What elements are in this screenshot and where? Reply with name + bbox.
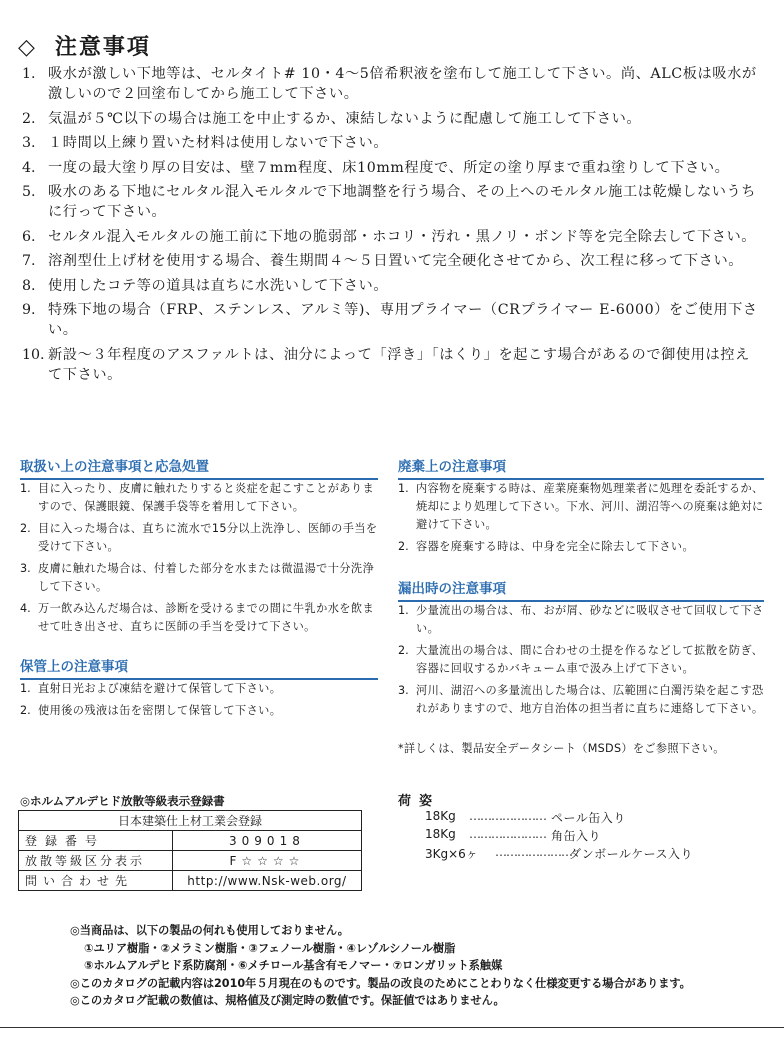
item-text: 少量流出の場合は、布、おが屑、砂などに吸収させて回収して下さい。 xyxy=(416,604,764,635)
table-row xyxy=(19,871,362,891)
leakage-section-title: 漏出時の注意事項 xyxy=(398,577,764,602)
table-row xyxy=(19,851,362,871)
item-number: 3. xyxy=(22,135,36,152)
list-item xyxy=(20,480,378,516)
item-number: 2. xyxy=(20,522,31,535)
handling-section-title: 取扱い上の注意事項と応急処置 xyxy=(20,455,378,480)
disposal-section-title: 廃棄上の注意事項 xyxy=(398,455,764,480)
registration-label: 放散等級区分表示 xyxy=(19,851,173,871)
item-text: 吸水が激しい下地等は、セルタイト# 10・4～5倍希釈液を塗布して施工して下さい。尚、ALC板は吸水が激しいので２回塗布してから施工して下さい。 xyxy=(48,66,757,103)
list-item xyxy=(398,602,764,638)
pack-weight: 18Kg xyxy=(425,809,456,823)
item-number: 2. xyxy=(20,704,31,717)
item-number: 9. xyxy=(22,302,36,319)
registration-heading: ◎ホルムアルデヒド放散等級表示登録書 xyxy=(20,794,225,808)
storage-section-title: 保管上の注意事項 xyxy=(20,655,378,680)
list-item xyxy=(398,480,764,534)
registration-label: 登録番号 xyxy=(19,831,173,851)
item-text: 河川、湖沼への多量流出した場合は、広範囲に白濁汚染を起こす恐れがありますので、地方自治体の担当者に直ちに連絡して下さい。 xyxy=(416,684,764,715)
item-number: 10. xyxy=(22,346,45,363)
main-title xyxy=(18,30,151,61)
item-number: 2. xyxy=(22,110,36,127)
pack-weight: 18Kg xyxy=(425,827,456,841)
item-text: 目に入った場合は、直ちに流水で15分以上洗浄し、医師の手当を受けて下さい。 xyxy=(38,522,378,553)
footer-line: ◎このカタログの記載内容は2010年５月現在のものです。製品の改良のためにことわりなく仕様変更する場合があります。 xyxy=(70,976,691,990)
item-text: 内容物を廃棄する時は、産業廃棄物処理業者に処理を委託するか、焼却により処理して下さい。下水、河川、湖沼等への廃棄は絶対に避けて下さい。 xyxy=(416,482,764,531)
item-text: 使用後の残液は缶を密閉して保管して下さい。 xyxy=(38,704,282,717)
list-item xyxy=(22,276,764,296)
disposal-list xyxy=(398,480,764,560)
item-text: 万一飲み込んだ場合は、診断を受けるまでの間に牛乳か水を飲ませて吐き出させ、直ちに医師の手当を受けて下さい。 xyxy=(38,602,375,633)
item-text: 溶剤型仕上げ材を使用する場合、養生期間４～５日置いて完全硬化させてから、次工程に移って下さい。 xyxy=(48,253,744,270)
emission-grade: F☆☆☆☆ xyxy=(172,851,361,871)
item-text: １時間以上練り置いた材料は使用しないで下さい。 xyxy=(48,135,389,152)
list-item xyxy=(20,680,378,698)
pack-weight: 3Kg×6ヶ xyxy=(425,847,478,861)
item-text: 目に入ったり、皮膚に触れたりすると炎症を起こすことがありますので、保護眼鏡、保護手袋等を着用して下さい。 xyxy=(38,482,375,513)
list-item xyxy=(22,227,764,247)
list-item xyxy=(22,251,764,271)
packaging-row xyxy=(425,845,693,862)
item-number: 1. xyxy=(20,682,31,695)
main-title-text: 注意事項 xyxy=(54,35,151,60)
leakage-list xyxy=(398,602,764,722)
table-row xyxy=(19,831,362,851)
registration-label: 問い合わせ先 xyxy=(19,871,173,891)
item-text: 新設～３年程度のアスファルトは、油分によって「浮き」「はくり」を起こす場合があるので御使用は控えて下さい。 xyxy=(48,346,750,384)
packaging-title: 荷姿 xyxy=(398,794,441,809)
item-text: セルタル混入モルタルの施工前に下地の脆弱部・ホコリ・汚れ・黒ノリ・ボンド等を完全除去して下さい。 xyxy=(48,228,757,245)
item-text: 直射日光および凍結を避けて保管して下さい。 xyxy=(38,682,282,695)
item-text: 大量流出の場合は、間に合わせの土提を作るなどして拡散を防ぎ、容器に回収するかバキューム車で汲み上げて下さい。 xyxy=(416,644,764,675)
pack-type: ペール缶入り xyxy=(551,811,626,825)
footer-line: ◎このカタログ記載の数値は、規格値及び測定時の数値です。保証値ではありません。 xyxy=(70,994,505,1007)
registration-table xyxy=(18,810,362,891)
list-item xyxy=(22,133,764,153)
item-number: 4. xyxy=(20,602,31,615)
list-item xyxy=(20,600,378,636)
list-item xyxy=(22,182,764,223)
pack-type: 角缶入り xyxy=(551,829,602,843)
registration-number: 309018 xyxy=(172,831,361,851)
item-number: 2. xyxy=(398,540,409,553)
bottom-divider xyxy=(0,1027,784,1028)
footer-line: ◎当商品は、以下の製品の何れも使用しておりません。 xyxy=(70,924,349,937)
table-row xyxy=(19,811,362,831)
item-number: 5. xyxy=(22,184,36,201)
item-number: 7. xyxy=(22,253,36,270)
item-number: 1. xyxy=(398,604,409,617)
item-text: 皮膚に触れた場合は、付着した部分を水または微温湯で十分洗浄して下さい。 xyxy=(38,562,375,593)
list-item xyxy=(22,64,764,105)
list-item xyxy=(22,345,764,386)
list-item xyxy=(22,300,764,341)
pack-leader: ………………… xyxy=(495,845,572,859)
footer-line: ⑤ホルムアルデヒド系防腐剤・⑥メチロール基含有モノマー・⑦ロンガリット系触媒 xyxy=(84,959,503,972)
pack-leader: ………………… xyxy=(469,827,546,841)
list-item xyxy=(22,109,764,129)
storage-list xyxy=(20,680,378,724)
item-text: 容器を廃棄する時は、中身を完全に除去して下さい。 xyxy=(416,540,695,553)
pack-type: ダンボールケース入り xyxy=(569,847,694,861)
list-item xyxy=(20,520,378,556)
item-number: 3. xyxy=(398,684,409,697)
item-number: 4. xyxy=(22,159,36,176)
list-item xyxy=(398,682,764,718)
item-number: 3. xyxy=(20,562,31,575)
contact-url-link[interactable]: http://www.Nsk-web.org/ xyxy=(172,871,361,891)
list-item xyxy=(398,538,764,556)
footer-line: ①ユリア樹脂・②メラミン樹脂・③フェノール樹脂・④レゾルシノール樹脂 xyxy=(84,941,456,955)
main-caution-list xyxy=(22,64,764,390)
item-text: 特殊下地の場合（FRP、ステンレス、アルミ等)、専用プライマー（CRプライマー E-6000）をご使用下さい。 xyxy=(48,302,758,339)
item-number: 2. xyxy=(398,644,409,657)
list-item xyxy=(398,642,764,678)
item-text: 一度の最大塗り厚の目安は、壁７mm程度、床10mm程度で、所定の塗り厚まで重ね塗りして下さい。 xyxy=(48,159,730,176)
handling-list xyxy=(20,480,378,640)
list-item xyxy=(22,158,764,178)
packaging-row xyxy=(425,809,626,826)
item-number: 1. xyxy=(20,482,31,495)
list-item xyxy=(20,560,378,596)
item-number: 1. xyxy=(398,482,409,495)
pack-leader: ………………… xyxy=(469,809,546,823)
packaging-row xyxy=(425,827,601,844)
registration-org: 日本建築仕上材工業会登録 xyxy=(19,811,362,831)
list-item xyxy=(20,702,378,720)
item-text: 吸水のある下地にセルタル混入モルタルで下地調整を行う場合、その上へのモルタル施工は乾燥しないうちに行って下さい。 xyxy=(48,184,757,221)
item-text: 使用したコテ等の道具は直ちに水洗いして下さい。 xyxy=(48,277,389,294)
item-number: 8. xyxy=(22,277,36,294)
diamond-icon: ◇ xyxy=(18,35,37,60)
item-number: 6. xyxy=(22,228,36,245)
item-number: 1. xyxy=(22,66,36,82)
msds-note: *詳しくは、製品安全データシート（MSDS）をご参照下さい。 xyxy=(398,742,725,755)
item-text: 気温が５℃以下の場合は施工を中止するか、凍結しないように配慮して施工して下さい。 xyxy=(48,110,642,127)
footer-notes xyxy=(70,922,691,1010)
